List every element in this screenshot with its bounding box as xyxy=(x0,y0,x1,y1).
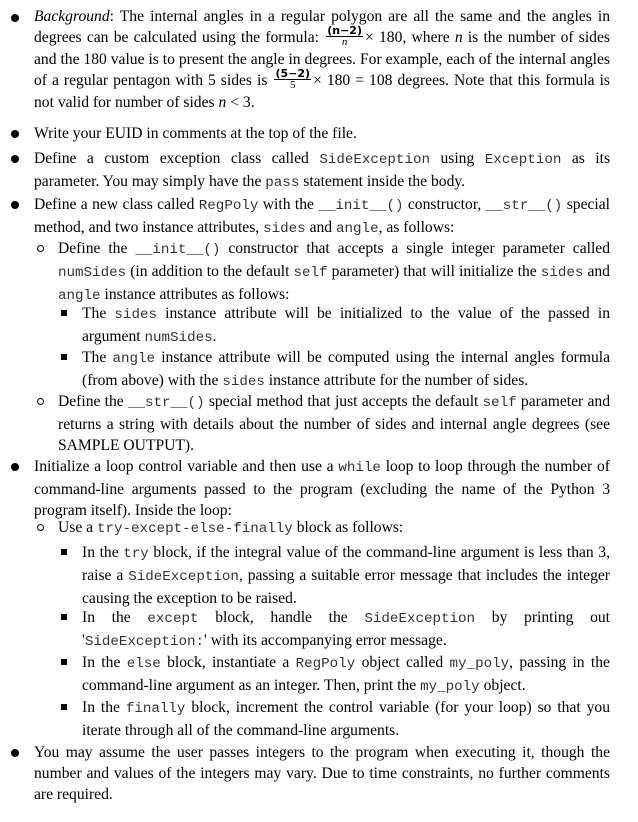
class-paragraph: Define a new class called RegPoly with the __init__() constructor, __str__() special method, and two instance attributes, sides and angle, as follows: xyxy=(34,196,610,237)
sub-bullet xyxy=(37,245,44,252)
finally-paragraph: In the finally block, increment the control variable (for your loop) so that you iterate through all of the command-line arguments. xyxy=(82,699,610,739)
formula-fraction: $\frac{(n-2)}{n}$ xyxy=(327,23,362,48)
exception-paragraph: Define a custom exception class called SideException using Exception as its parameter. You may simply have the pass statement inside the body. xyxy=(34,150,611,191)
except-paragraph: In the except block, handle the SideException by printing out 'SideException:' with its accompanying error message. xyxy=(82,609,611,650)
angle-paragraph: The angle instance attribute will be computed using the internal angles formula (from above) with the sides instance attribute for the number of sides. xyxy=(82,349,610,390)
bullet xyxy=(11,201,19,209)
sides-paragraph: The sides instance attribute will be initialized to the value of the passed in argument numSides. xyxy=(82,305,611,346)
square-bullet xyxy=(61,310,67,316)
euid-paragraph: Write your EUID in comments at the top of the file. xyxy=(34,125,357,142)
assumption-paragraph: You may assume the user passes integers to the program when executing it, though the number and values of the integers may vary. Due to time constraints, no further comments are required. xyxy=(34,744,610,803)
square-bullet xyxy=(61,549,67,555)
sub-bullet xyxy=(37,524,44,531)
background-paragraph: Background: The internal angles in a regular polygon are all the same and the angles in degrees can be calculated using the formula: $\frac{(n-2)}{n}$ × 180, where n is the number of sides and the 180 value is to present the angle in degrees. For example, each of the internal angles of a regular pentagon with 5 sides is $\frac{(5-2)}{5}$ × 180 = 108 degrees. Note that this formula is not valid for number of sides n < 3. xyxy=(34,8,611,111)
try-block-paragraph: Use a try-except-else-finally block as follows: xyxy=(58,519,404,537)
square-bullet xyxy=(61,704,67,710)
init-paragraph: Define the __init__() constructor that accepts a single integer parameter called numSides (in addition to the default self parameter) that will initialize the sides and angle instance attributes as follows: xyxy=(58,240,611,304)
bullet xyxy=(11,463,19,471)
str-paragraph: Define the __str__() special method that just accepts the default self parameter and returns a string with details about the number of sides and internal angle degrees (see SAMPLE OUTPUT). xyxy=(58,393,610,454)
square-bullet xyxy=(61,614,67,620)
square-bullet xyxy=(61,659,67,665)
try-paragraph: In the try block, if the integral value of the command-line argument is less than 3, raise a SideException, passing a suitable error message that includes the integer causing the exception to be raised. xyxy=(82,544,610,607)
square-bullet xyxy=(61,354,67,360)
bullet xyxy=(11,749,19,757)
bullet xyxy=(11,14,19,22)
bullet xyxy=(11,130,19,138)
else-paragraph: In the else block, instantiate a RegPoly object called my_poly, passing in the command-line argument as an integer. Then, print the my_poly object. xyxy=(82,654,610,695)
example-fraction: $\frac{(5-2)}{5}$ xyxy=(275,66,311,91)
sub-bullet xyxy=(37,398,44,405)
loop-paragraph: Initialize a loop control variable and then use a while loop to loop through the number of command-line arguments passed to the program (excluding the name of the Python 3 program itself). Inside the loop: xyxy=(34,458,610,519)
bullet xyxy=(11,155,19,163)
